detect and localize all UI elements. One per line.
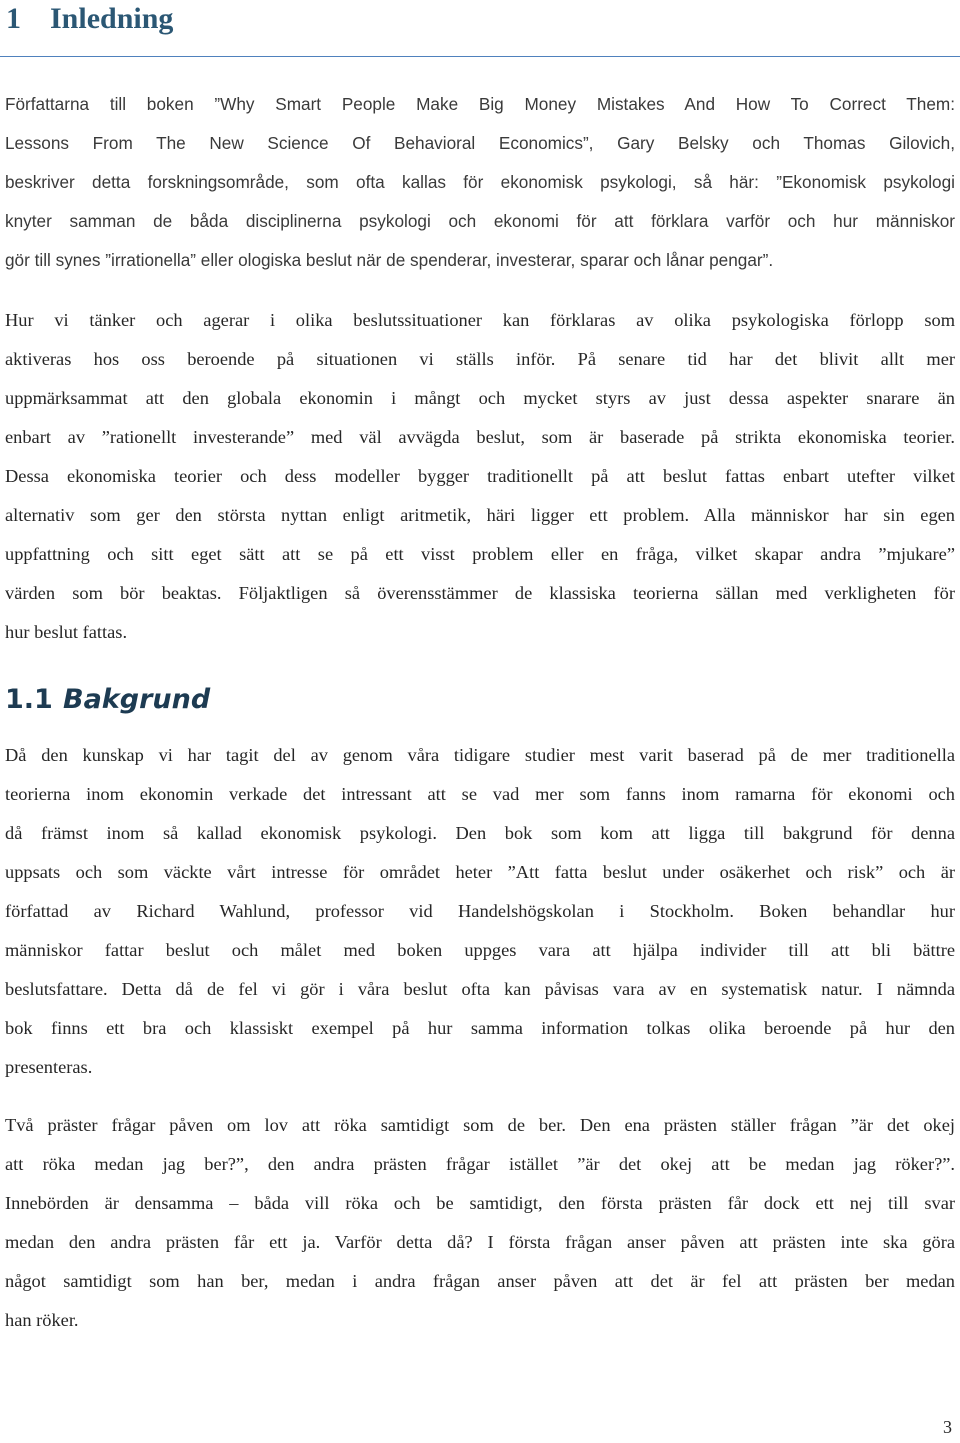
- text-line: författad av Richard Wahlund, professor vid Handelshögskolan i Stockholm. Boken behandlar hur: [5, 901, 955, 921]
- text-line: beskriver detta forskningsområde, som ofta kallas för ekonomisk psykologi, så här: ”Ekonomisk psykologi: [5, 172, 955, 192]
- chapter-number: 1: [6, 2, 21, 35]
- text-line: beslutsfattare. Detta då de fel vi gör i våra beslut ofta kan påvisas vara av en systematisk natur. I nämnda: [5, 979, 955, 999]
- text-line: Författarna till boken ”Why Smart People Make Big Money Mistakes And How To Correct Them:: [5, 94, 955, 114]
- text-line: då främst inom så kallad ekonomisk psykologi. Den bok som kom att ligga till bakgrund för denna: [5, 823, 955, 843]
- text-line: uppsats och som väckte vårt intresse för området heter ”Att fatta beslut under osäkerhet och risk” och är: [5, 862, 955, 882]
- text-line: uppfattning och sitt eget sätt att se på ett visst problem eller en fråga, vilket skapar andra ”mjukare”: [5, 544, 955, 564]
- text-line: gör till synes ”irrationella” eller ologiska beslut när de spenderar, investerar, sparar och lånar pengar”.: [5, 250, 774, 270]
- paragraph-intro-quote: [5, 85, 955, 280]
- text-line: något samtidigt som han ber, medan i andra frågan anser påven att det är fel att prästen ber medan: [5, 1271, 955, 1291]
- text-line: bok finns ett bra och klassiskt exempel på hur samma information tolkas olika beroende på hur den: [5, 1018, 955, 1038]
- paragraph-background: [5, 736, 955, 1087]
- text-line: Hur vi tänker och agerar i olika beslutssituationer kan förklaras av olika psykologiska förlopp som: [5, 310, 955, 330]
- text-line: han röker.: [5, 1310, 79, 1330]
- text-line: teorierna inom ekonomin verkade det intressant att se vad mer som fanns inom ramarna för ekonomi och: [5, 784, 955, 804]
- text-line: medan den andra prästen får ett ja. Varför detta då? I första frågan anser påven att prästen inte ska göra: [5, 1232, 955, 1252]
- text-line: Innebörden är densamma – båda vill röka och be samtidigt, den första prästen får dock ett nej till svar: [5, 1193, 955, 1213]
- text-line: hur beslut fattas.: [5, 622, 128, 642]
- text-line: knyter samman de båda disciplinerna psykologi och ekonomi för att förklara varför och hur människor: [5, 211, 955, 231]
- paragraph-priest-example: [5, 1106, 955, 1340]
- section-heading: [5, 680, 210, 720]
- text-line: Dessa ekonomiska teorier och dess modeller bygger traditionellt på att beslut fattas enbart utefter vilket: [5, 466, 955, 486]
- text-line: Lessons From The New Science Of Behavioral Economics”, Gary Belsky och Thomas Gilovich,: [5, 133, 955, 153]
- section-title: Bakgrund: [63, 684, 211, 715]
- section-number: 1.1: [5, 684, 53, 715]
- chapter-heading: [6, 0, 173, 38]
- text-line: uppmärksammat att den globala ekonomin i mångt och mycket styrs av just dessa aspekter snarare än: [5, 388, 955, 408]
- heading-rule: [0, 56, 960, 57]
- text-line: människor fattar beslut och målet med boken uppges vara att hjälpa individer till att bli bättre: [5, 940, 955, 960]
- text-line: värden som bör beaktas. Följaktligen så överensstämmer de klassiska teorierna sällan med verkligheten för: [5, 583, 955, 603]
- chapter-title: Inledning: [50, 2, 174, 35]
- text-line: alternativ som ger den största nyttan enligt aritmetik, häri ligger ett problem. Alla människor har sin egen: [5, 505, 955, 525]
- text-line: presenteras.: [5, 1057, 93, 1077]
- page-number: 3: [943, 1417, 952, 1437]
- text-line: enbart av ”rationellt investerande” med väl avvägda beslut, som är baserade på strikta ekonomiska teorier.: [5, 427, 955, 447]
- text-line: aktiveras hos oss beroende på situationen vi ställs inför. På senare tid har det blivit allt mer: [5, 349, 955, 369]
- text-line: Då den kunskap vi har tagit del av genom våra tidigare studier mest varit baserad på de mer traditionella: [5, 745, 955, 765]
- paragraph-decision-psychology: [5, 301, 955, 652]
- text-line: att röka medan jag ber?”, den andra prästen frågar istället ”är det okej att be medan jag röker?”.: [5, 1154, 955, 1174]
- text-line: Två präster frågar påven om lov att röka samtidigt som de ber. Den ena prästen ställer frågan ”är det okej: [5, 1115, 955, 1135]
